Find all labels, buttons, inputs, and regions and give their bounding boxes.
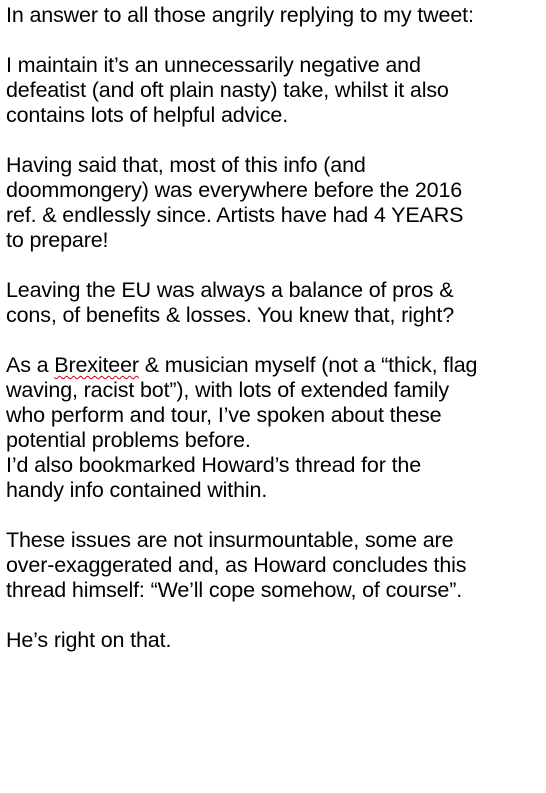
text-line: defeatist (and oft plain nasty) take, whilst it also: [6, 78, 449, 102]
paragraph-6: [6, 528, 546, 603]
text-line: thread himself: “We’ll cope somehow, of course”.: [6, 578, 463, 602]
text-line: over-exaggerated and, as Howard concludes this: [6, 553, 467, 577]
document-body: [6, 3, 546, 678]
text-line: waving, racist bot”), with lots of extended family: [6, 378, 449, 402]
text-fragment: As a: [6, 353, 55, 377]
text-line: He’s right on that.: [6, 628, 172, 652]
paragraph-3: [6, 153, 546, 253]
text-line: who perform and tour, I’ve spoken about these: [6, 403, 442, 427]
text-line: These issues are not insurmountable, some are: [6, 528, 454, 552]
text-fragment: & musician myself (not a “thick, flag: [138, 353, 478, 377]
text-line: In answer to all those angrily replying to my tweet:: [6, 3, 474, 27]
text-line: doommongery) was everywhere before the 2016: [6, 178, 463, 202]
paragraph-7: [6, 628, 546, 653]
text-line: potential problems before.: [6, 428, 251, 452]
paragraph-2: [6, 53, 546, 128]
paragraph-1: [6, 3, 546, 28]
text-line: to prepare!: [6, 228, 109, 252]
text-line: Having said that, most of this info (and: [6, 153, 366, 177]
text-line: contains lots of helpful advice.: [6, 103, 289, 127]
text-line: [6, 353, 546, 378]
text-line: handy info contained within.: [6, 478, 268, 502]
paragraph-4: [6, 278, 546, 328]
text-line: I maintain it’s an unnecessarily negative and: [6, 53, 421, 77]
text-line: Leaving the EU was always a balance of pros &: [6, 278, 454, 302]
paragraph-5: [6, 353, 546, 503]
text-line: ref. & endlessly since. Artists have had 4 YEARS: [6, 203, 464, 227]
text-line: cons, of benefits & losses. You knew that, right?: [6, 303, 455, 327]
misspelled-word[interactable]: Brexiteer: [54, 353, 139, 377]
text-line: I’d also bookmarked Howard’s thread for the: [6, 453, 422, 477]
